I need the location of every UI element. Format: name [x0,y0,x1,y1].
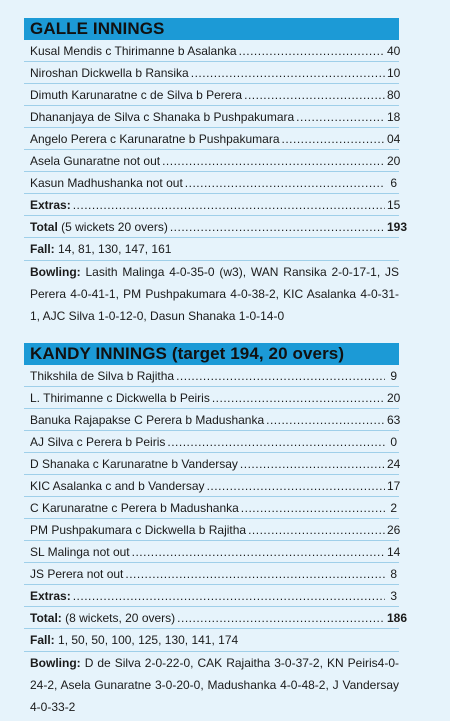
runs: 63 [387,413,401,427]
batting-row [24,84,399,106]
fall-label: Fall: [30,242,55,256]
leader-dots [185,172,385,194]
runs: 17 [387,479,401,493]
extras-value: 15 [387,198,401,212]
total-row [24,216,408,238]
fall-of-wickets [24,629,399,652]
batting-row [24,40,399,62]
batsman-dismissal: Angelo Perera c Karunaratne b Pushpakumara [30,132,280,146]
batsman-dismissal: Kusal Mendis c Thirimanne b Asalanka [30,44,237,58]
fall-value: 1, 50, 50, 100, 125, 130, 141, 174 [58,633,239,647]
leader-dots [132,541,385,563]
batsman-dismissal: C Karunaratne c Perera b Madushanka [30,501,239,515]
batting-row [24,519,399,541]
leader-dots [266,409,385,431]
extras-value: 3 [390,589,397,603]
batsman-dismissal: KIC Asalanka c and b Vandersay [30,479,205,493]
batting-row [24,106,399,128]
batsman-dismissal: PM Pushpakumara c Dickwella b Rajitha [30,523,247,537]
leader-dots [170,216,385,238]
total-value: 186 [387,611,408,625]
leader-dots [167,431,385,453]
total-detail: (8 wickets, 20 overs) [65,611,176,625]
runs: 24 [387,457,401,471]
runs: 26 [387,523,401,537]
batting-row [24,431,399,453]
leader-dots [296,106,385,128]
bowling-figures [24,652,399,718]
batsman-dismissal: Kasun Madhushanka not out [30,176,183,190]
bowling-value: Lasith Malinga 4-0-35-0 (w3), WAN Ransika 2-0-17-1, JS Perera 4-0-41-1, PM Pushpakumara 4-0-38-2, KIC Asalanka 4-0-31-1, AJC Silva 1-0-12-0, Dasun Shanaka 1-0-14-0 [30,265,399,323]
batting-row [24,453,399,475]
leader-dots [125,563,385,585]
runs: 2 [390,501,397,515]
batting-row [24,365,399,387]
batting-row [24,409,399,431]
total-text [30,607,175,629]
batting-row [24,541,399,563]
batting-row [24,497,399,519]
bowling-label: Bowling: [30,265,81,279]
runs: 04 [387,132,401,146]
batsman-dismissal: Banuka Rajapakse C Perera b Madushanka [30,413,265,427]
batting-row [24,128,399,150]
leader-dots [212,387,385,409]
bowling-figures [24,261,399,327]
total-text [30,216,168,238]
total-detail: (5 wickets 20 overs) [61,220,168,234]
batting-row [24,62,399,84]
leader-dots [282,128,386,150]
total-label: Total [30,220,58,234]
leader-dots [177,607,385,629]
leader-dots [73,194,385,216]
batting-row [24,172,399,194]
bowling-label: Bowling: [30,656,81,670]
leader-dots [207,475,385,497]
batsman-dismissal: Asela Gunaratne not out [30,154,161,168]
kandy-innings-header: KANDY INNINGS (target 194, 20 overs) [24,343,399,365]
total-label: Total: [30,611,62,625]
batting-row [24,475,399,497]
runs: 8 [390,567,397,581]
galle-innings-header: GALLE INNINGS [24,18,399,40]
leader-dots [191,62,385,84]
batsman-dismissal: Dimuth Karunaratne c de Silva b Perera [30,88,243,102]
leader-dots [240,453,385,475]
batsman-dismissal: L. Thirimanne c Dickwella b Peiris [30,391,210,405]
extras-label: Extras: [30,589,71,603]
batting-row [24,563,399,585]
leader-dots [244,84,385,106]
batsman-dismissal: Thikshila de Silva b Rajitha [30,369,175,383]
runs: 0 [390,435,397,449]
leader-dots [248,519,385,541]
bowling-value: D de Silva 2-0-22-0, CAK Rajaitha 3-0-37-2, KN Peiris4-0-24-2, Asela Gunaratne 3-0-20-0, Madushanka 4-0-48-2, J Vandersay 4-0-33-2 [30,656,399,714]
leader-dots [241,497,385,519]
fall-label: Fall: [30,633,55,647]
batsman-dismissal: JS Perera not out [30,567,124,581]
batsman-dismissal: AJ Silva c Perera b Peiris [30,435,166,449]
extras-label: Extras: [30,198,71,212]
runs: 80 [387,88,401,102]
leader-dots [73,585,385,607]
fall-of-wickets [24,238,399,261]
extras-row [24,585,399,607]
batsman-dismissal: Dhananjaya de Silva c Shanaka b Pushpakumara [30,110,295,124]
runs: 14 [387,545,401,559]
batsman-dismissal: SL Malinga not out [30,545,130,559]
total-row [24,607,408,629]
runs: 20 [387,154,401,168]
total-value: 193 [387,220,408,234]
fall-value: 14, 81, 130, 147, 161 [58,242,172,256]
runs: 40 [387,44,401,58]
galle-innings-section [24,18,408,327]
extras-row [24,194,399,216]
batsman-dismissal: D Shanaka c Karunaratne b Vandersay [30,457,238,471]
leader-dots [162,150,385,172]
batsman-dismissal: Niroshan Dickwella b Ransika [30,66,189,80]
leader-dots [176,365,385,387]
runs: 9 [390,369,397,383]
runs: 18 [387,110,401,124]
runs: 20 [387,391,401,405]
kandy-innings-section [24,343,408,718]
batting-row [24,150,399,172]
batting-row [24,387,399,409]
leader-dots [239,40,385,62]
runs: 10 [387,66,401,80]
runs: 6 [390,176,397,190]
